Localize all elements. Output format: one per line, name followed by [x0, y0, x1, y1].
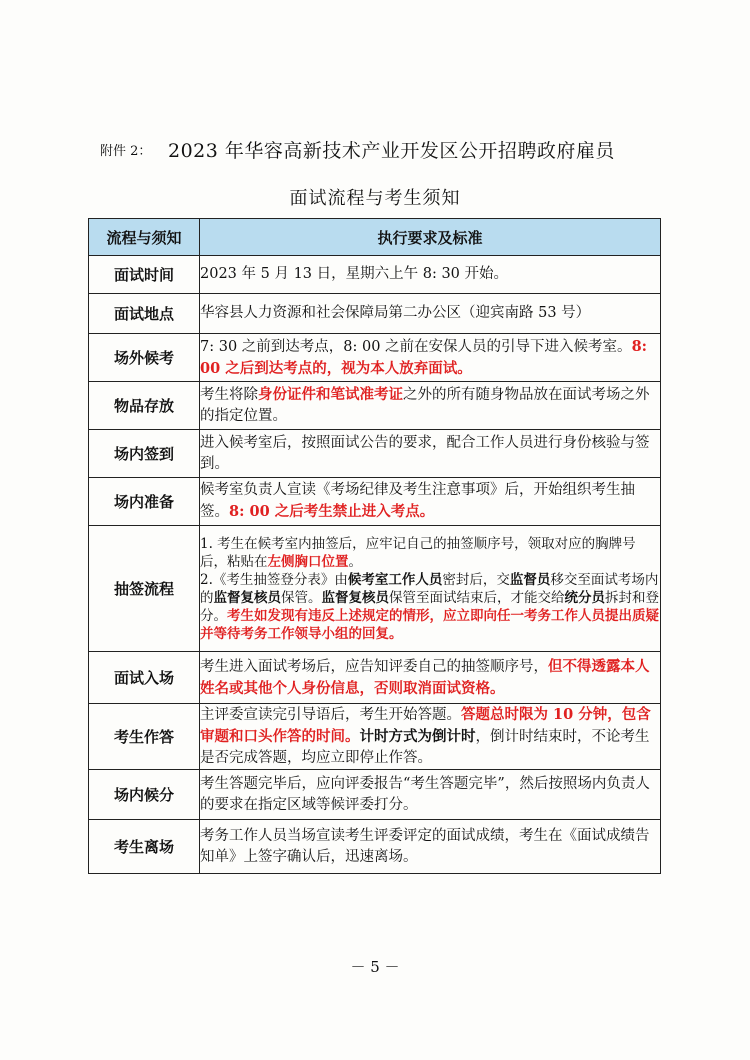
table-row	[89, 478, 661, 526]
row-label: 考生作答	[89, 704, 200, 770]
row-label: 抽签流程	[89, 526, 200, 652]
attachment-label: 附件 2：	[100, 144, 152, 159]
row-label: 面试时间	[89, 256, 200, 294]
table-row	[89, 334, 661, 382]
row-label: 面试入场	[89, 652, 200, 704]
table-row	[89, 770, 661, 820]
row-content: 考生将除身份证件和笔试准考证之外的所有随身物品放在面试考场之外的指定位置。	[200, 382, 661, 430]
row-content: 2023 年 5 月 13 日，星期六上午 8: 30 开始。	[200, 256, 661, 294]
row-content: 考务工作人员当场宣读考生评委评定的面试成绩，考生在《面试成绩告知单》上签字确认后，迅速离场。	[200, 820, 661, 874]
row-content: 华容县人力资源和社会保障局第二办公区（迎宾南路 53 号）	[200, 294, 661, 334]
row-label: 面试地点	[89, 294, 200, 334]
row-content: 考生进入面试考场后，应告知评委自己的抽签顺序号，但不得透露本人姓名或其他个人身份信息，否则取消面试资格。	[200, 652, 661, 704]
row-label: 考生离场	[89, 820, 200, 874]
table-row	[89, 430, 661, 478]
table-header-row	[89, 219, 661, 256]
page-number: － 5 －	[350, 958, 400, 976]
row-label: 场内准备	[89, 478, 200, 526]
row-content: 主评委宣读完引导语后，考生开始答题。答题总时限为 10 分钟，包含审题和口头作答的时间。计时方式为倒计时，倒计时结束时，不论考生是否完成答题，均应立即停止作答。	[200, 704, 661, 770]
row-label: 场内候分	[89, 770, 200, 820]
table-row	[89, 820, 661, 874]
document-title: 2023 年华容高新技术产业开发区公开招聘政府雇员	[168, 140, 615, 162]
column-header-requirements: 执行要求及标准	[200, 219, 661, 256]
table-row	[89, 526, 661, 652]
table-row	[89, 704, 661, 770]
row-content: 候考室负责人宣读《考场纪律及考生注意事项》后，开始组织考生抽签。8: 00 之后考生禁止进入考点。	[200, 478, 661, 526]
document-subtitle: 面试流程与考生须知	[289, 188, 461, 209]
column-header-process: 流程与须知	[89, 219, 200, 256]
row-label: 场内签到	[89, 430, 200, 478]
table-row	[89, 652, 661, 704]
row-content: 1. 考生在候考室内抽签后，应牢记自己的抽签顺序号，领取对应的胸牌号后，粘贴在左侧胸口位置。 2.《考生抽签登分表》由候考室工作人员密封后，交监督员移交至面试考场内的监督复核员保管。监督复核员保管至面试结束后，才能交给统分员拆封和登分。考生如发现有违反上述规定的情形，应立即向任一考务工作人员提出质疑并等待考务工作领导小组的回复。	[200, 526, 661, 652]
row-label: 场外候考	[89, 334, 200, 382]
table-row	[89, 256, 661, 294]
table-row	[89, 294, 661, 334]
row-label: 物品存放	[89, 382, 200, 430]
row-content: 考生答题完毕后，应向评委报告“考生答题完毕”，然后按照场内负责人的要求在指定区域等候评委打分。	[200, 770, 661, 820]
procedure-table	[88, 218, 661, 874]
row-content: 7: 30 之前到达考点，8: 00 之前在安保人员的引导下进入候考室。8: 00 之后到达考点的，视为本人放弃面试。	[200, 334, 661, 382]
row-content: 进入候考室后，按照面试公告的要求，配合工作人员进行身份核验与签到。	[200, 430, 661, 478]
table-row	[89, 382, 661, 430]
